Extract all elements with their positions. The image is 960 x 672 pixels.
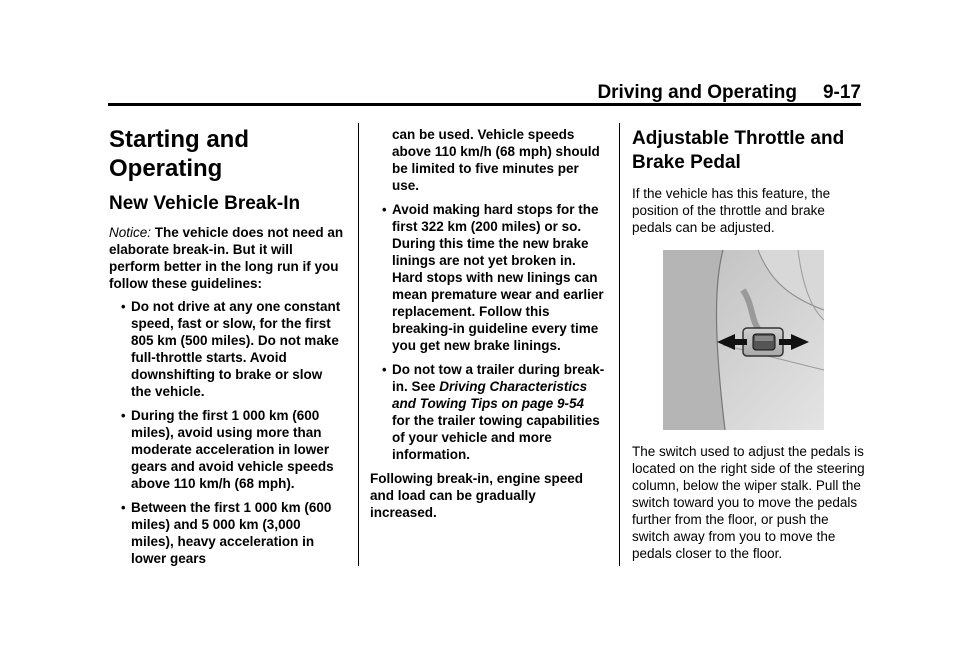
closing-paragraph: Following break-in, engine speed and load can be gradually increased.	[370, 471, 584, 520]
list-item-text: Between the first 1 000 km (600 miles) and 5 000 km (3,000 miles), heavy acceleration in lower gears	[131, 500, 332, 566]
list-item-text: Avoid making hard stops for the first 322 km (200 miles) or so. During this time the new brake linings are not yet broken in. Hard stops with new linings can mean premature wear and earlier replacement. Follow this breaking-in guideline every time you get new brake linings.	[392, 202, 604, 353]
list-item	[370, 201, 605, 354]
column-divider-2	[619, 123, 620, 566]
column-2	[370, 120, 605, 521]
list-item-text: Do not drive at any one constant speed, fast or slow, for the first 805 km (500 miles). Do not make full-throttle starts. Avoid downshifting to brake or slow the vehicle.	[131, 299, 341, 399]
section-heading-line1: Starting and	[109, 126, 250, 153]
body-paragraph: The switch used to adjust the pedals is located on the right side of the steering column, below the wiper stalk. Pull the switch toward you to move the pedals further from the floor, or push the switch away from you to move the pedals closer to the floor.	[632, 444, 865, 561]
bullet-icon: •	[382, 362, 387, 377]
section-heading	[109, 125, 344, 183]
list-item	[109, 407, 344, 492]
break-in-list	[109, 298, 344, 567]
column-1	[109, 120, 344, 574]
bullet-icon: •	[382, 202, 387, 217]
notice-paragraph	[109, 224, 344, 292]
pedal-adjust-switch-icon	[663, 250, 824, 430]
bullet-icon: •	[121, 500, 126, 515]
notice-label: Notice:	[109, 225, 152, 240]
notice-text: The vehicle does not need an elaborate break-in. But it will perform better in the long run if you follow these guidelines:	[109, 225, 344, 291]
bullet-icon: •	[121, 408, 126, 423]
pedal-switch-figure	[663, 250, 824, 430]
page-header	[0, 0, 960, 110]
column-divider-1	[358, 123, 359, 566]
running-head	[597, 82, 861, 104]
column-3	[632, 120, 867, 236]
page-number: 9-17	[822, 82, 861, 103]
cross-reference-link[interactable]: Driving Characteristics and Towing Tips on page 9-54	[392, 379, 588, 411]
continued-text: can be used. Vehicle speeds above 110 km/h (68 mph) should be limited to five minutes per use.	[392, 127, 600, 193]
list-item	[109, 298, 344, 400]
list-item-text: During the first 1 000 km (600 miles), avoid using more than moderate acceleration in lower gears and avoid vehicle speeds above 110 km/h (68 mph).	[131, 408, 334, 491]
bullet-icon: •	[121, 299, 126, 314]
column-3-body	[632, 443, 867, 562]
list-item	[109, 499, 344, 567]
subsection-heading: New Vehicle Break-In	[109, 193, 301, 214]
list-item	[370, 361, 605, 463]
section-heading: Adjustable Throttle and Brake Pedal	[632, 128, 845, 173]
header-rule	[108, 103, 861, 106]
break-in-list-continued	[370, 201, 605, 463]
intro-paragraph: If the vehicle has this feature, the position of the throttle and brake pedals can be adjusted.	[632, 186, 831, 235]
list-item-text: Do not tow a trailer during break-in. See Driving Characteristics and Towing Tips on page 9-54 for the trailer towing capabilities of your vehicle and more information.	[392, 362, 605, 462]
section-heading-line2: Operating	[109, 155, 223, 182]
section-title: Driving and Operating	[597, 82, 797, 103]
